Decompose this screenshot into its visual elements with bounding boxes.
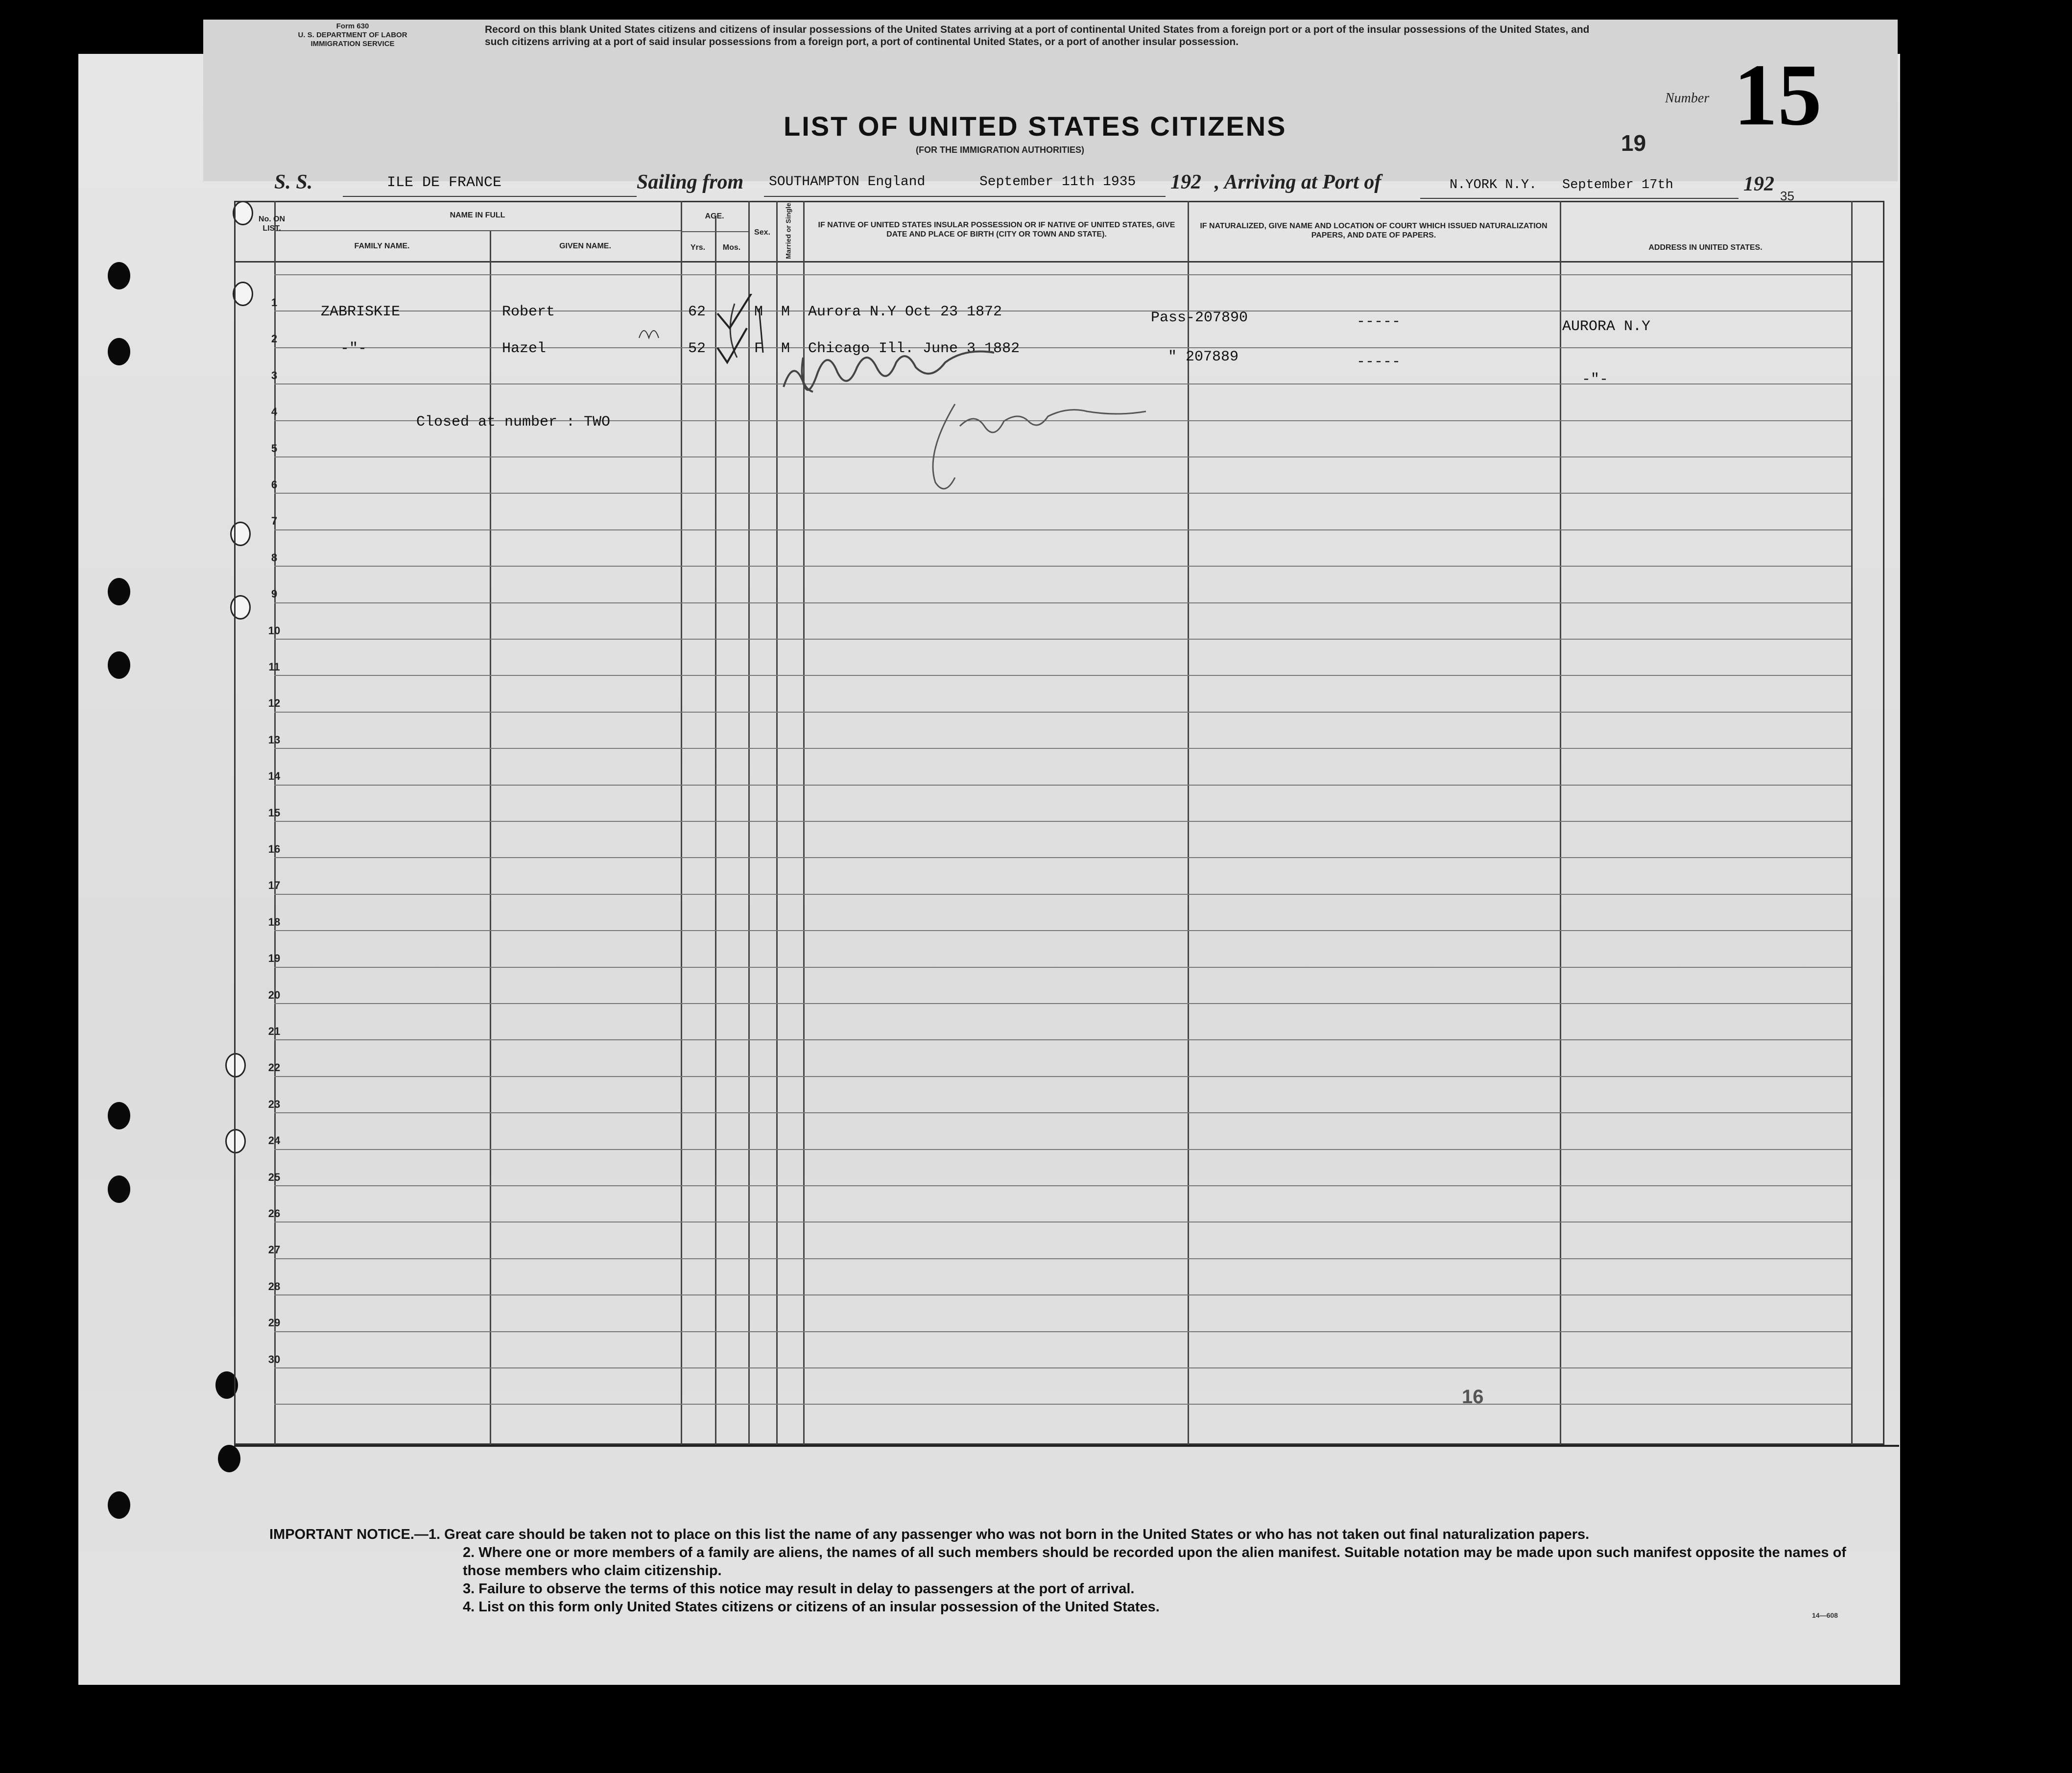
row-line xyxy=(274,1367,1851,1368)
binder-hole xyxy=(108,1491,130,1519)
row-number: 24 xyxy=(268,1134,281,1147)
form-number: Form 630 xyxy=(336,22,369,30)
row-number: 12 xyxy=(268,697,281,709)
row-number: 27 xyxy=(268,1244,281,1256)
binder-hole xyxy=(108,1102,130,1129)
row-1-pass: Pass-207890 xyxy=(1151,310,1248,326)
row-2-marital: M xyxy=(781,340,790,357)
binder-hole xyxy=(108,262,130,289)
row-line xyxy=(274,1149,1851,1150)
notice-item-4: 4. List on this form only United States citizens or citizens of an insular possession of the United States. xyxy=(463,1599,1160,1615)
row-line xyxy=(274,1039,1851,1040)
row-line xyxy=(274,894,1851,895)
row-number: 21 xyxy=(268,1025,281,1037)
row-number: 1 xyxy=(271,296,278,309)
header-name-in-full: NAME IN FULL xyxy=(450,211,505,219)
notice-item-3: 3. Failure to observe the terms of this notice may result in delay to passengers at the port of arrival. xyxy=(463,1581,1135,1597)
header-address: ADDRESS IN UNITED STATES. xyxy=(1648,243,1762,252)
list-number: 15 xyxy=(1734,46,1822,144)
row-1-age-yrs: 62 xyxy=(688,304,706,320)
bottom-code: 14—608 xyxy=(1812,1611,1838,1619)
row-number: 15 xyxy=(268,807,281,819)
row-number: 26 xyxy=(268,1207,281,1220)
row-2-family-name: -"- xyxy=(340,340,367,357)
stamp-number: 16 xyxy=(1462,1386,1484,1408)
row-line xyxy=(274,712,1851,713)
row-number: 20 xyxy=(268,989,281,1001)
ship-name: ILE DE FRANCE xyxy=(387,174,502,191)
header-naturalized: IF NATURALIZED, GIVE NAME AND LOCATION OF COURT WHICH ISSUED NATURALIZATION PAPERS, AND DATE OF PAPERS. xyxy=(1200,222,1548,240)
header-married: Married or Single. xyxy=(784,201,792,259)
row-number: 25 xyxy=(268,1171,281,1183)
row-line xyxy=(274,1258,1851,1259)
row-number: 7 xyxy=(271,515,278,527)
form-block xyxy=(260,22,446,48)
row-line xyxy=(274,602,1851,603)
row-1-birth: Aurora N.Y Oct 23 1872 xyxy=(808,304,1002,320)
header-mos: Mos. xyxy=(722,243,741,252)
header-family-name: FAMILY NAME. xyxy=(354,242,410,250)
row-line xyxy=(274,1404,1851,1405)
department: U. S. DEPARTMENT OF LABOR xyxy=(298,31,407,39)
notice-item-2: 2. Where one or more members of a family are aliens, the names of all such members should be recorded upon the alien manifest. Suitable notation may be made upon such manifest opposite the names of those members who claim citizenship. xyxy=(463,1545,1846,1579)
arrival-date: September 17th xyxy=(1562,178,1673,192)
intro-text: Record on this blank United States citizens and citizens of insular possessions of the United States arriving at a port of continental United States from a foreign port or a port of the insular possessions of the United States, and such citizens arriving at a port of said insular possessions from a foreign port, a port of continental United States, or a port of another insular possession. xyxy=(485,24,1590,48)
row-line xyxy=(274,274,1851,275)
year-2: 192 xyxy=(1743,173,1774,195)
binder-hole xyxy=(108,578,130,605)
page-title: LIST OF UNITED STATES CITIZENS xyxy=(784,111,1287,142)
row-line xyxy=(274,821,1851,822)
row-2-court: ----- xyxy=(1357,354,1401,370)
row-number: 4 xyxy=(271,406,278,418)
row-number: 10 xyxy=(268,624,281,637)
row-1-marital: M xyxy=(781,304,790,320)
binder-hole xyxy=(218,1445,240,1472)
row-line xyxy=(274,1112,1851,1113)
row-line xyxy=(274,1003,1851,1004)
row-number: 17 xyxy=(268,879,281,891)
row-number: 5 xyxy=(271,442,278,455)
row-line xyxy=(274,857,1851,858)
row-line xyxy=(274,1076,1851,1077)
row-line xyxy=(274,1294,1851,1295)
row-number: 29 xyxy=(268,1317,281,1329)
year-2-suffix: 35 xyxy=(1780,189,1794,203)
row-line xyxy=(274,748,1851,749)
closed-note: Closed at number : TWO xyxy=(416,414,611,431)
arrival-port: N.YORK N.Y. xyxy=(1450,178,1537,192)
year-1: 192 xyxy=(1170,171,1201,193)
row-number: 8 xyxy=(271,551,278,564)
row-number: 19 xyxy=(268,952,281,964)
row-number: 23 xyxy=(268,1098,281,1110)
row-2-pass: " 207889 xyxy=(1168,349,1239,365)
header-no: No. ON LIST. xyxy=(258,215,286,233)
row-1-given-name: Robert xyxy=(502,304,555,320)
row-number: 18 xyxy=(268,916,281,928)
row-line xyxy=(274,1331,1851,1332)
header-age: AGE. xyxy=(705,212,724,220)
row-number: 14 xyxy=(268,770,281,782)
row-number: 13 xyxy=(268,734,281,746)
binder-hole xyxy=(108,1175,130,1203)
row-line xyxy=(274,529,1851,530)
important-notice xyxy=(269,1526,1885,1616)
row-1-court: ----- xyxy=(1357,313,1401,330)
row-number: 3 xyxy=(271,369,278,382)
notice-heading: IMPORTANT NOTICE.— xyxy=(269,1527,429,1542)
row-line xyxy=(274,639,1851,640)
row-number: 16 xyxy=(268,843,281,855)
row-line xyxy=(274,566,1851,567)
handwritten-marks xyxy=(529,294,1508,500)
row-2-sex: F xyxy=(754,340,763,357)
header-sex: Sex. xyxy=(754,228,770,237)
arriving-label: , Arriving at Port of xyxy=(1215,171,1381,193)
row-2-given-name: Hazel xyxy=(502,340,547,357)
row-number: 11 xyxy=(268,661,280,673)
row-1-sex: M xyxy=(754,304,763,320)
sailing-date: September 11th 1935 xyxy=(979,174,1136,190)
row-2-birth: Chicago Ill. June 3 1882 xyxy=(808,340,1020,357)
row-line xyxy=(274,675,1851,676)
number-label: Number xyxy=(1665,91,1710,106)
row-number: 30 xyxy=(268,1353,281,1366)
row-1-address: AURORA N.Y xyxy=(1562,318,1651,335)
row-line xyxy=(274,1185,1851,1186)
ss-label: S. S. xyxy=(274,171,313,193)
sailing-label: Sailing from xyxy=(637,171,744,193)
row-2-address: -"- xyxy=(1582,371,1609,388)
row-line xyxy=(274,967,1851,968)
header-given-name: GIVEN NAME. xyxy=(559,242,611,250)
notice-item-1: 1. Great care should be taken not to place on this list the name of any passenger who was not born in the United States or who has not taken out final naturalization papers. xyxy=(428,1527,1590,1542)
row-number: 2 xyxy=(271,333,278,345)
row-number: 6 xyxy=(271,479,278,491)
sailing-from: SOUTHAMPTON England xyxy=(769,174,926,190)
header-birth: IF NATIVE OF UNITED STATES INSULAR POSSESSION OR IF NATIVE OF UNITED STATES, GIVE DATE AND PLACE OF BIRTH (CITY OR TOWN AND STATE). xyxy=(818,221,1175,239)
row-number: 28 xyxy=(268,1280,281,1293)
header-yrs: Yrs. xyxy=(690,243,706,252)
row-line xyxy=(274,785,1851,786)
binder-hole xyxy=(108,338,130,365)
row-number: 22 xyxy=(268,1061,281,1074)
service: IMMIGRATION SERVICE xyxy=(310,40,395,48)
row-1-family-name: ZABRISKIE xyxy=(321,304,401,320)
binder-hole xyxy=(108,651,130,679)
year-prefix: 19 xyxy=(1621,130,1646,156)
row-2-age-yrs: 52 xyxy=(688,340,706,357)
page-subtitle: (FOR THE IMMIGRATION AUTHORITIES) xyxy=(916,145,1084,155)
row-line xyxy=(274,930,1851,931)
row-number: 9 xyxy=(271,588,278,600)
